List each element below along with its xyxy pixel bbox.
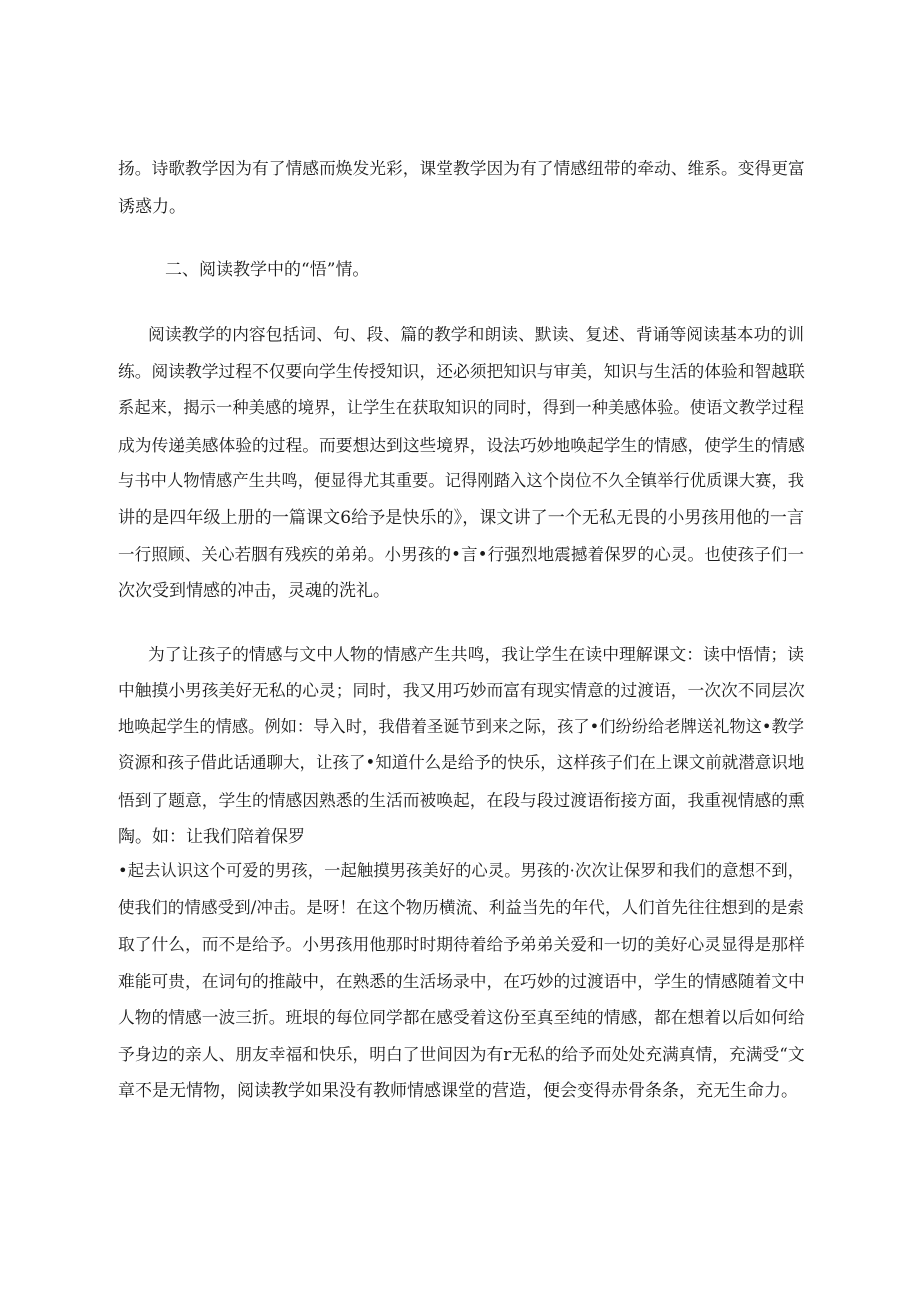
paragraph-line: 讲的是四年级上册的一篇课文6给予是快乐的》，课文讲了一个无私无畏的小男孩用他的一言 xyxy=(118,508,804,528)
paragraph-line: 系起来，揭示一种美感的境界，让学生在获取知识的同时，得到一种美感体验。使语文教学过程 xyxy=(118,398,804,417)
intro-line: 诱惑力。 xyxy=(118,197,186,217)
paragraph-line: 取了什么，而不是给予。小男孩用他那时时期待着给予弟弟关爱和一切的美好心灵显得是那样 xyxy=(118,934,805,954)
paragraph-line: 资源和孩子借此话通聊大，让孩了•知道什么是给予的快乐，这样孩子们在上课文前就潜意识地 xyxy=(118,753,805,772)
paragraph-line: 难能可贵，在词句的推敲中，在熟悉的生活场录中，在巧妙的过渡语中，学生的情感随着文中 xyxy=(118,971,805,991)
paragraph-line: 为了让孩子的情感与文中人物的情感产生共鸣，我让学生在读中理解课文：读中悟情；读 xyxy=(148,644,804,664)
paragraph-line: 予身边的亲人、朋友幸福和快乐，明白了世间因为有r无私的给予而处处充满真情，充满受“文 xyxy=(118,1044,805,1064)
paragraph-line: 使我们的情感受到/冲击。是呀！在这个物历横流、利益当先的年代，人们首先往往想到的是索 xyxy=(118,898,804,917)
paragraph-line: 练。阅读教学过程不仅要向学生传授知识，还必须把知识与审美，知识与生活的体验和智越联 xyxy=(118,361,805,381)
section-heading: 二、阅读教学中的“悟”情。 xyxy=(165,260,370,280)
paragraph-line: 章不是无情物，阅读教学如果没有教师情感课堂的营造，便会变得赤骨条条，充无生命力。 xyxy=(118,1081,798,1101)
paragraph-line: 地唤起学生的情感。例如：导入时，我借着圣诞节到来之际，孩了•们纷纷给老牌送礼物这•教学 xyxy=(118,717,804,736)
paragraph-line: 与书中人物情感产生共鸣，便显得尤其重要。记得刚踏入这个岗位不久全镇举行优质课大赛，我 xyxy=(118,471,804,490)
paragraph-line: 成为传递美感体验的过程。而要想达到这些境界，设法巧妙地唤起学生的情感，使学生的情感 xyxy=(118,435,805,455)
paragraph-line: 一行照顾、关心若胭有残疾的弟弟。小男孩的•言•行强烈地震撼着保罗的心灵。也使孩子们一 xyxy=(118,545,804,564)
paragraph-line: 人物的情感一波三折。班垠的每位同学都在感受着这份至真至纯的情感，都在想着以后如何给 xyxy=(118,1007,805,1027)
paragraph-line: 中触摸小男孩美好无私的心灵；同时，我又用巧妙而富有现实情意的过渡语，一次次不同层次 xyxy=(118,680,805,700)
paragraph-line: 悟到了题意，学生的情感因熟悉的生活而被唤起，在段与段过渡语衔接方面，我重视情感的熏 xyxy=(118,790,805,810)
paragraph-line: •起去认识这个可爱的男孩，一起触摸男孩美好的心灵。男孩的·次次让保罗和我们的意想不到， xyxy=(118,861,804,880)
paragraph-line: 陶。如：让我们陪着保罗 xyxy=(118,827,305,847)
intro-line: 扬。诗歌教学因为有了情感而焕发光彩，课堂教学因为有了情感纽带的牵动、维系。变得更富 xyxy=(118,158,805,178)
paragraph-line: 阅读教学的内容包括词、句、段、篇的教学和朗读、默读、复述、背诵等阅读基本功的训 xyxy=(148,324,804,344)
paragraph-line: 次次受到情感的冲击，灵魂的洗礼。 xyxy=(118,581,390,601)
